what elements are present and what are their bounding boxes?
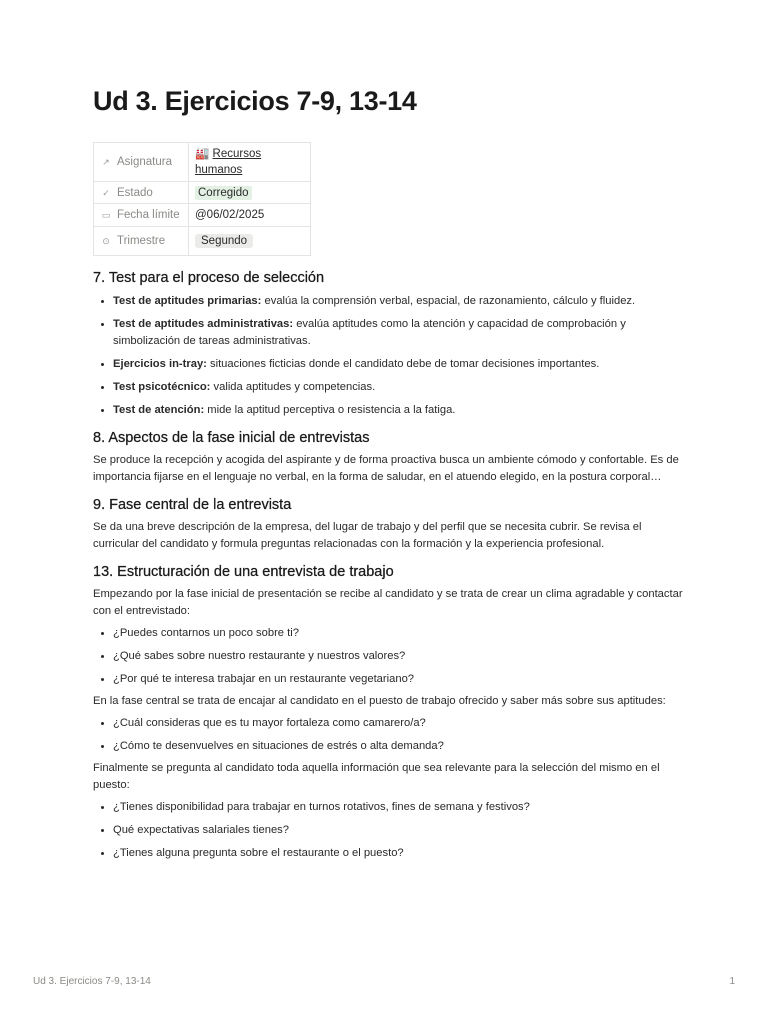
list-item: • ¿Por qué te interesa trabajar en un restaurante vegetariano? <box>113 671 683 688</box>
list-item: • ¿Tienes disponibilidad para trabajar en turnos rotativos, fines de semana y festivos? <box>113 799 683 816</box>
select-icon: ⊙ <box>102 236 110 246</box>
list-item: • Test de aptitudes administrativas: evalúa aptitudes como la atención y capacidad de comprobación y simbolización de tareas administrativas. <box>113 316 683 350</box>
section-13-heading: 13. Estructuración de una entrevista de trabajo <box>93 564 394 580</box>
properties-table <box>93 142 311 256</box>
due-date: @06/02/2025 <box>189 204 311 227</box>
section-13-list-initial <box>93 625 683 688</box>
asignatura-link[interactable]: Recursos humanos <box>195 148 262 176</box>
status-icon: ✓ <box>102 187 110 198</box>
calendar-icon: ▭ <box>101 210 111 220</box>
property-key: Trimestre <box>117 235 166 247</box>
property-key: Fecha límite <box>117 209 180 221</box>
section-13-final: Finalmente se pregunta al candidato toda aquella información que sea relevante para la selección del mismo en el puesto: <box>93 762 660 791</box>
property-row-estado <box>94 182 311 204</box>
property-row-trimestre <box>94 227 311 256</box>
section-13-mid: En la fase central se trata de encajar al candidato en el puesto de trabajo ofrecido y saber más sobre sus aptitudes: <box>93 695 666 707</box>
list-item: • ¿Tienes alguna pregunta sobre el restaurante o el puesto? <box>113 845 683 862</box>
factory-icon: 🏭 <box>195 148 210 160</box>
list-item: • Test de aptitudes primarias: evalúa la comprensión verbal, espacial, de razonamiento, cálculo y fluidez. <box>113 293 683 310</box>
section-13-list-final <box>93 799 683 862</box>
section-13-list-central <box>93 715 683 755</box>
property-key: Estado <box>117 186 153 199</box>
section-7-list <box>93 293 683 419</box>
property-key: Asignatura <box>117 156 172 168</box>
list-item: • Ejercicios in-tray: situaciones ficticias donde el candidato debe de tomar decisiones importantes. <box>113 356 683 373</box>
section-8-heading: 8. Aspectos de la fase inicial de entrevistas <box>93 430 370 446</box>
list-item: • Test psicotécnico: valida aptitudes y competencias. <box>113 379 683 396</box>
property-row-fecha <box>94 204 311 227</box>
page-footer <box>33 976 735 987</box>
list-item: • Qué expectativas salariales tienes? <box>113 822 683 839</box>
list-item: • Test de atención: mide la aptitud perceptiva o resistencia a la fatiga. <box>113 402 683 419</box>
list-item: • ¿Cómo te desenvuelves en situaciones de estrés o alta demanda? <box>113 738 683 755</box>
section-9-heading: 9. Fase central de la entrevista <box>93 497 292 513</box>
footer-title: Ud 3. Ejercicios 7-9, 13-14 <box>33 976 151 987</box>
property-row-asignatura <box>94 143 311 182</box>
section-8-text: Se produce la recepción y acogida del aspirante y de forma proactiva busca un ambiente cómodo y confortable. Es de importancia fijarse en el lenguaje no verbal, en la forma de saludar, en el atuendo elegido, en la postura corporal… <box>93 454 679 483</box>
section-9-text: Se da una breve descripción de la empresa, del lugar de trabajo y del perfil que se necesita cubrir. Se revisa el curricular del candidato y formula preguntas relacionadas con la formación y la experiencia profesional. <box>93 521 642 550</box>
section-13-intro: Empezando por la fase inicial de presentación se recibe al candidato y se trata de crear un clima agradable y contactar con el entrevistado: <box>93 588 683 617</box>
page-number: 1 <box>729 976 735 987</box>
trimestre-tag: Segundo <box>195 234 253 248</box>
status-badge: Corregido <box>195 186 252 200</box>
list-item: • ¿Qué sabes sobre nuestro restaurante y nuestros valores? <box>113 648 683 665</box>
section-7-heading: 7. Test para el proceso de selección <box>93 270 325 286</box>
page-title: Ud 3. Ejercicios 7-9, 13-14 <box>93 86 417 116</box>
document-body <box>93 267 683 862</box>
arrow-up-right-icon: ↗ <box>102 157 110 167</box>
list-item: • ¿Puedes contarnos un poco sobre ti? <box>113 625 683 642</box>
list-item: • ¿Cuál consideras que es tu mayor fortaleza como camarero/a? <box>113 715 683 732</box>
